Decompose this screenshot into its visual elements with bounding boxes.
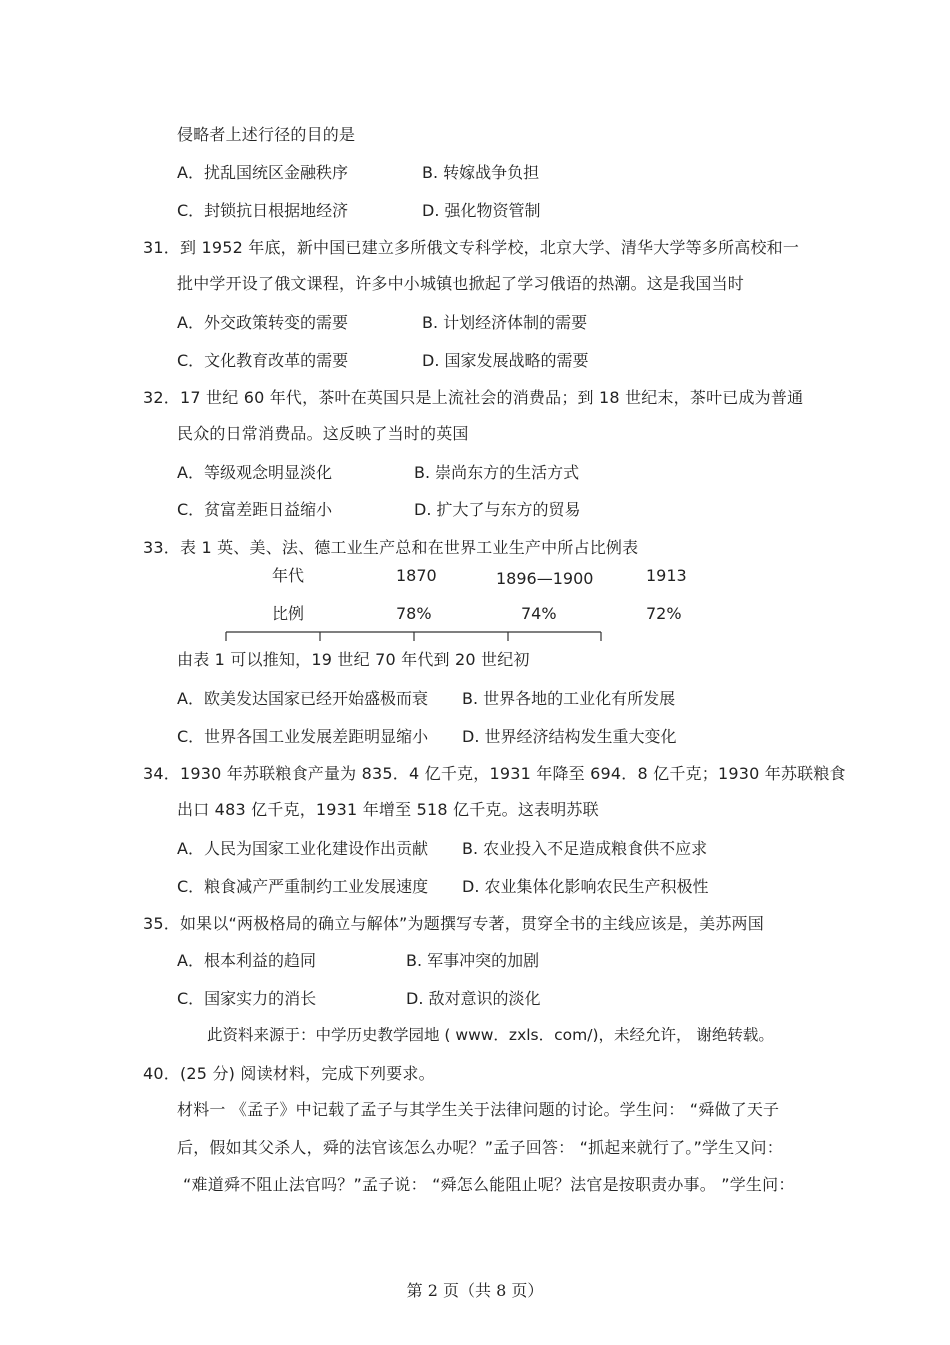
q34-option-b: B. 农业投入不足造成粮食供不应求 — [462, 839, 708, 858]
q32-option-d: D. 扩大了与东方的贸易 — [414, 500, 581, 519]
q35-line-1: 35．如果以“两极格局的确立与解体”为题撰写专著，贯穿全书的主线应该是，美苏两国 — [143, 914, 764, 933]
q31-line-2: 批中学开设了俄文课程，许多中小城镇也掀起了学习俄语的热潮。这是我国当时 — [177, 274, 745, 293]
q30-stem-tail: 侵略者上述行径的目的是 — [177, 125, 356, 144]
q35-option-b: B. 军事冲突的加剧 — [406, 951, 540, 970]
q31-option-b: B. 计划经济体制的需要 — [422, 313, 588, 332]
q33-option-b: B. 世界各地的工业化有所发展 — [462, 689, 676, 708]
table-header-1870: 1870 — [396, 566, 437, 585]
q31-option-a: A．外交政策转变的需要 — [177, 313, 348, 332]
q32-line-1: 32．17 世纪 60 年代，茶叶在英国只是上流社会的消费品；到 18 世纪末，茶叶已成为普通 — [143, 388, 804, 407]
q33-option-c: C．世界各国工业发展差距明显缩小 — [177, 727, 429, 746]
q34-line-2: 出口 483 亿千克，1931 年增至 518 亿千克。这表明苏联 — [177, 800, 599, 819]
table-header-1896-1900: 1896—1900 — [496, 569, 594, 588]
q40-line-4: “难道舜不阻止法官吗？”孟子说： “舜怎么能阻止呢？法官是按职责办事。 ”学生问： — [183, 1175, 795, 1194]
q33-option-d: D. 世界经济结构发生重大变化 — [462, 727, 677, 746]
q32-line-2: 民众的日常消费品。这反映了当时的英国 — [177, 424, 469, 443]
q33-caption: 33．表 1 英、美、法、德工业生产总和在世界工业生产中所占比例表 — [143, 538, 639, 557]
q31-option-c: C．文化教育改革的需要 — [177, 351, 349, 370]
q35-option-a: A．根本利益的趋同 — [177, 951, 316, 970]
page-footer: 第 2 页（共 8 页） — [406, 1281, 544, 1300]
q40-line-3: 后，假如其父杀人，舜的法官该怎么办呢？”孟子回答： “抓起来就行了。”学生又问： — [177, 1138, 783, 1157]
q33-stem: 由表 1 可以推知，19 世纪 70 年代到 20 世纪初 — [177, 650, 530, 669]
table-cell-1870: 78% — [396, 604, 432, 623]
q32-option-a: A．等级观念明显淡化 — [177, 463, 332, 482]
q31-option-d: D. 国家发展战略的需要 — [422, 351, 589, 370]
table-header-era: 年代 — [272, 566, 305, 585]
table-cell-1896-1900: 74% — [521, 604, 557, 623]
q33-option-a: A．欧美发达国家已经开始盛极而衰 — [177, 689, 428, 708]
q30-option-d: D. 强化物资管制 — [422, 201, 541, 220]
table-rule — [222, 628, 606, 644]
q30-option-c: C．封锁抗日根据地经济 — [177, 201, 349, 220]
q30-option-b: B. 转嫁战争负担 — [422, 163, 540, 182]
q30-option-a: A．扰乱国统区金融秩序 — [177, 163, 348, 182]
q32-option-b: B. 崇尚东方的生活方式 — [414, 463, 580, 482]
source-note: 此资料来源于：中学历史教学园地 ( www．zxls．com/)，未经允许， 谢绝转载。 — [207, 1026, 774, 1044]
q32-option-c: C．贫富差距日益缩小 — [177, 500, 333, 519]
table-row-label: 比例 — [272, 604, 305, 623]
table-cell-1913: 72% — [646, 604, 682, 623]
q31-line-1: 31．到 1952 年底，新中国已建立多所俄文专科学校，北京大学、清华大学等多所高校和一 — [143, 238, 800, 257]
q35-option-d: D. 敌对意识的淡化 — [406, 989, 541, 1008]
q40-line-2: 材料一 《孟子》中记载了孟子与其学生关于法律问题的讨论。学生问： “舜做了天子 — [177, 1100, 780, 1119]
q35-option-c: C．国家实力的消长 — [177, 989, 317, 1008]
q34-option-a: A．人民为国家工业化建设作出贡献 — [177, 839, 428, 858]
table-header-1913: 1913 — [646, 566, 687, 585]
q34-line-1: 34．1930 年苏联粮食产量为 835．4 亿千克，1931 年降至 694．8 亿千克；1930 年苏联粮食 — [143, 764, 846, 783]
q40-line-1: 40．(25 分) 阅读材料，完成下列要求。 — [143, 1064, 435, 1083]
q34-option-d: D. 农业集体化影响农民生产积极性 — [462, 877, 709, 896]
q34-option-c: C．粮食减产严重制约工业发展速度 — [177, 877, 429, 896]
